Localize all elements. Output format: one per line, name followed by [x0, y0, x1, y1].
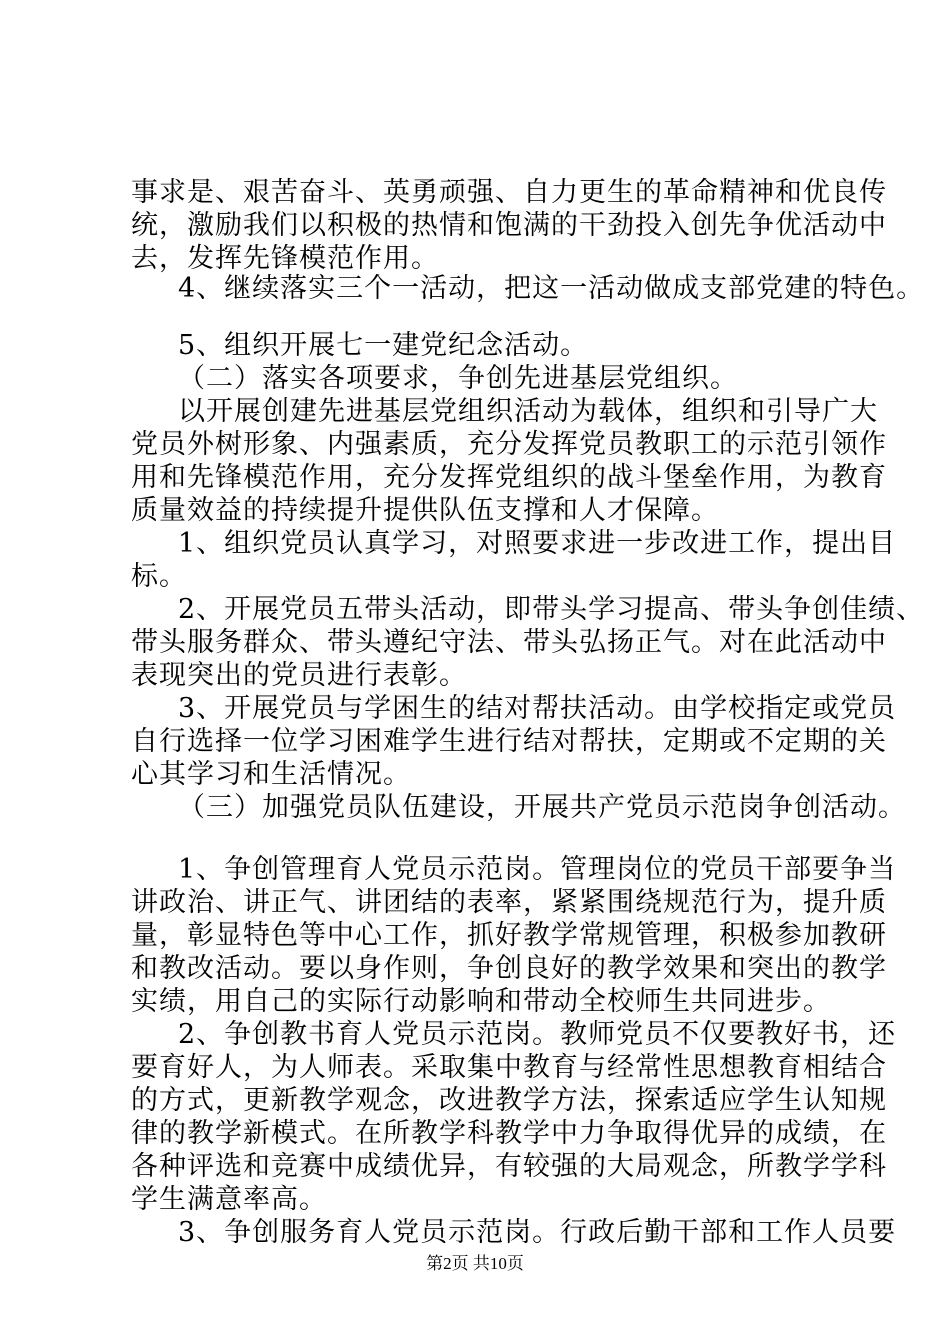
body-text-line: 带头服务群众、带头遵纪守法、带头弘扬正气。对在此活动中 [131, 627, 887, 658]
body-text-line: 的方式，更新教学观念，改进教学方法，探索适应学生认知规 [131, 1085, 887, 1116]
body-text-line: 1、组织党员认真学习，对照要求进一步改进工作，提出目 [178, 528, 897, 559]
body-text-line: 实绩，用自己的实际行动影响和带动全校师生共同进步。 [131, 986, 831, 1017]
body-text-line: 标。 [131, 561, 187, 592]
body-text-line: 律的教学新模式。在所教学科教学中力争取得优异的成绩，在 [131, 1118, 887, 1149]
body-text-line: 1、争创管理育人党员示范岗。管理岗位的党员干部要争当 [178, 854, 897, 885]
body-text-line: 2、争创教书育人党员示范岗。教师党员不仅要教好书，还 [178, 1019, 897, 1050]
body-text-line: 4、继续落实三个一活动，把这一活动做成支部党建的特色。 [178, 273, 925, 304]
body-text-line: 统，激励我们以积极的热情和饱满的干劲投入创先争优活动中 [131, 210, 887, 241]
body-text-line: 党员外树形象、内强素质，充分发挥党员教职工的示范引领作 [131, 429, 887, 460]
body-text-line: 讲政治、讲正气、讲团结的表率，紧紧围绕规范行为，提升质 [131, 887, 887, 918]
body-text-line: 事求是、艰苦奋斗、英勇顽强、自力更生的革命精神和优良传 [131, 177, 887, 208]
body-text-line: 质量效益的持续提升提供队伍支撑和人才保障。 [131, 495, 719, 526]
body-text-line: 各种评选和竞赛中成绩优异，有较强的大局观念，所教学学科 [131, 1151, 887, 1182]
body-text-line: 自行选择一位学习困难学生进行结对帮扶，定期或不定期的关 [131, 726, 887, 757]
body-text-line: 表现突出的党员进行表彰。 [131, 660, 467, 691]
section-heading: （三）加强党员队伍建设，开展共产党员示范岗争创活动。 [178, 792, 906, 823]
body-text-line: 5、组织开展七一建党纪念活动。 [178, 330, 589, 361]
body-text-line: 量，彰显特色等中心工作，抓好教学常规管理，积极参加教研 [131, 920, 887, 951]
body-text-line: 去，发挥先锋模范作用。 [131, 243, 439, 274]
body-text-line: 心其学习和生活情况。 [131, 759, 411, 790]
body-text-line: 3、开展党员与学困生的结对帮扶活动。由学校指定或党员 [178, 693, 897, 724]
page-footer: 第2页 共10页 [426, 1254, 524, 1273]
body-text-line: 2、开展党员五带头活动，即带头学习提高、带头争创佳绩、 [178, 594, 925, 625]
body-text-line: 要育好人，为人师表。采取集中教育与经常性思想教育相结合 [131, 1052, 887, 1083]
body-text-line: 3、争创服务育人党员示范岗。行政后勤干部和工作人员要 [178, 1217, 897, 1248]
body-text-line: 学生满意率高。 [131, 1184, 327, 1215]
body-text-line: 和教改活动。要以身作则，争创良好的教学效果和突出的教学 [131, 953, 887, 984]
section-heading: （二）落实各项要求，争创先进基层党组织。 [178, 363, 738, 394]
body-text-line: 以开展创建先进基层党组织活动为载体，组织和引导广大 [178, 396, 878, 427]
body-text-line: 用和先锋模范作用，充分发挥党组织的战斗堡垒作用，为教育 [131, 462, 887, 493]
